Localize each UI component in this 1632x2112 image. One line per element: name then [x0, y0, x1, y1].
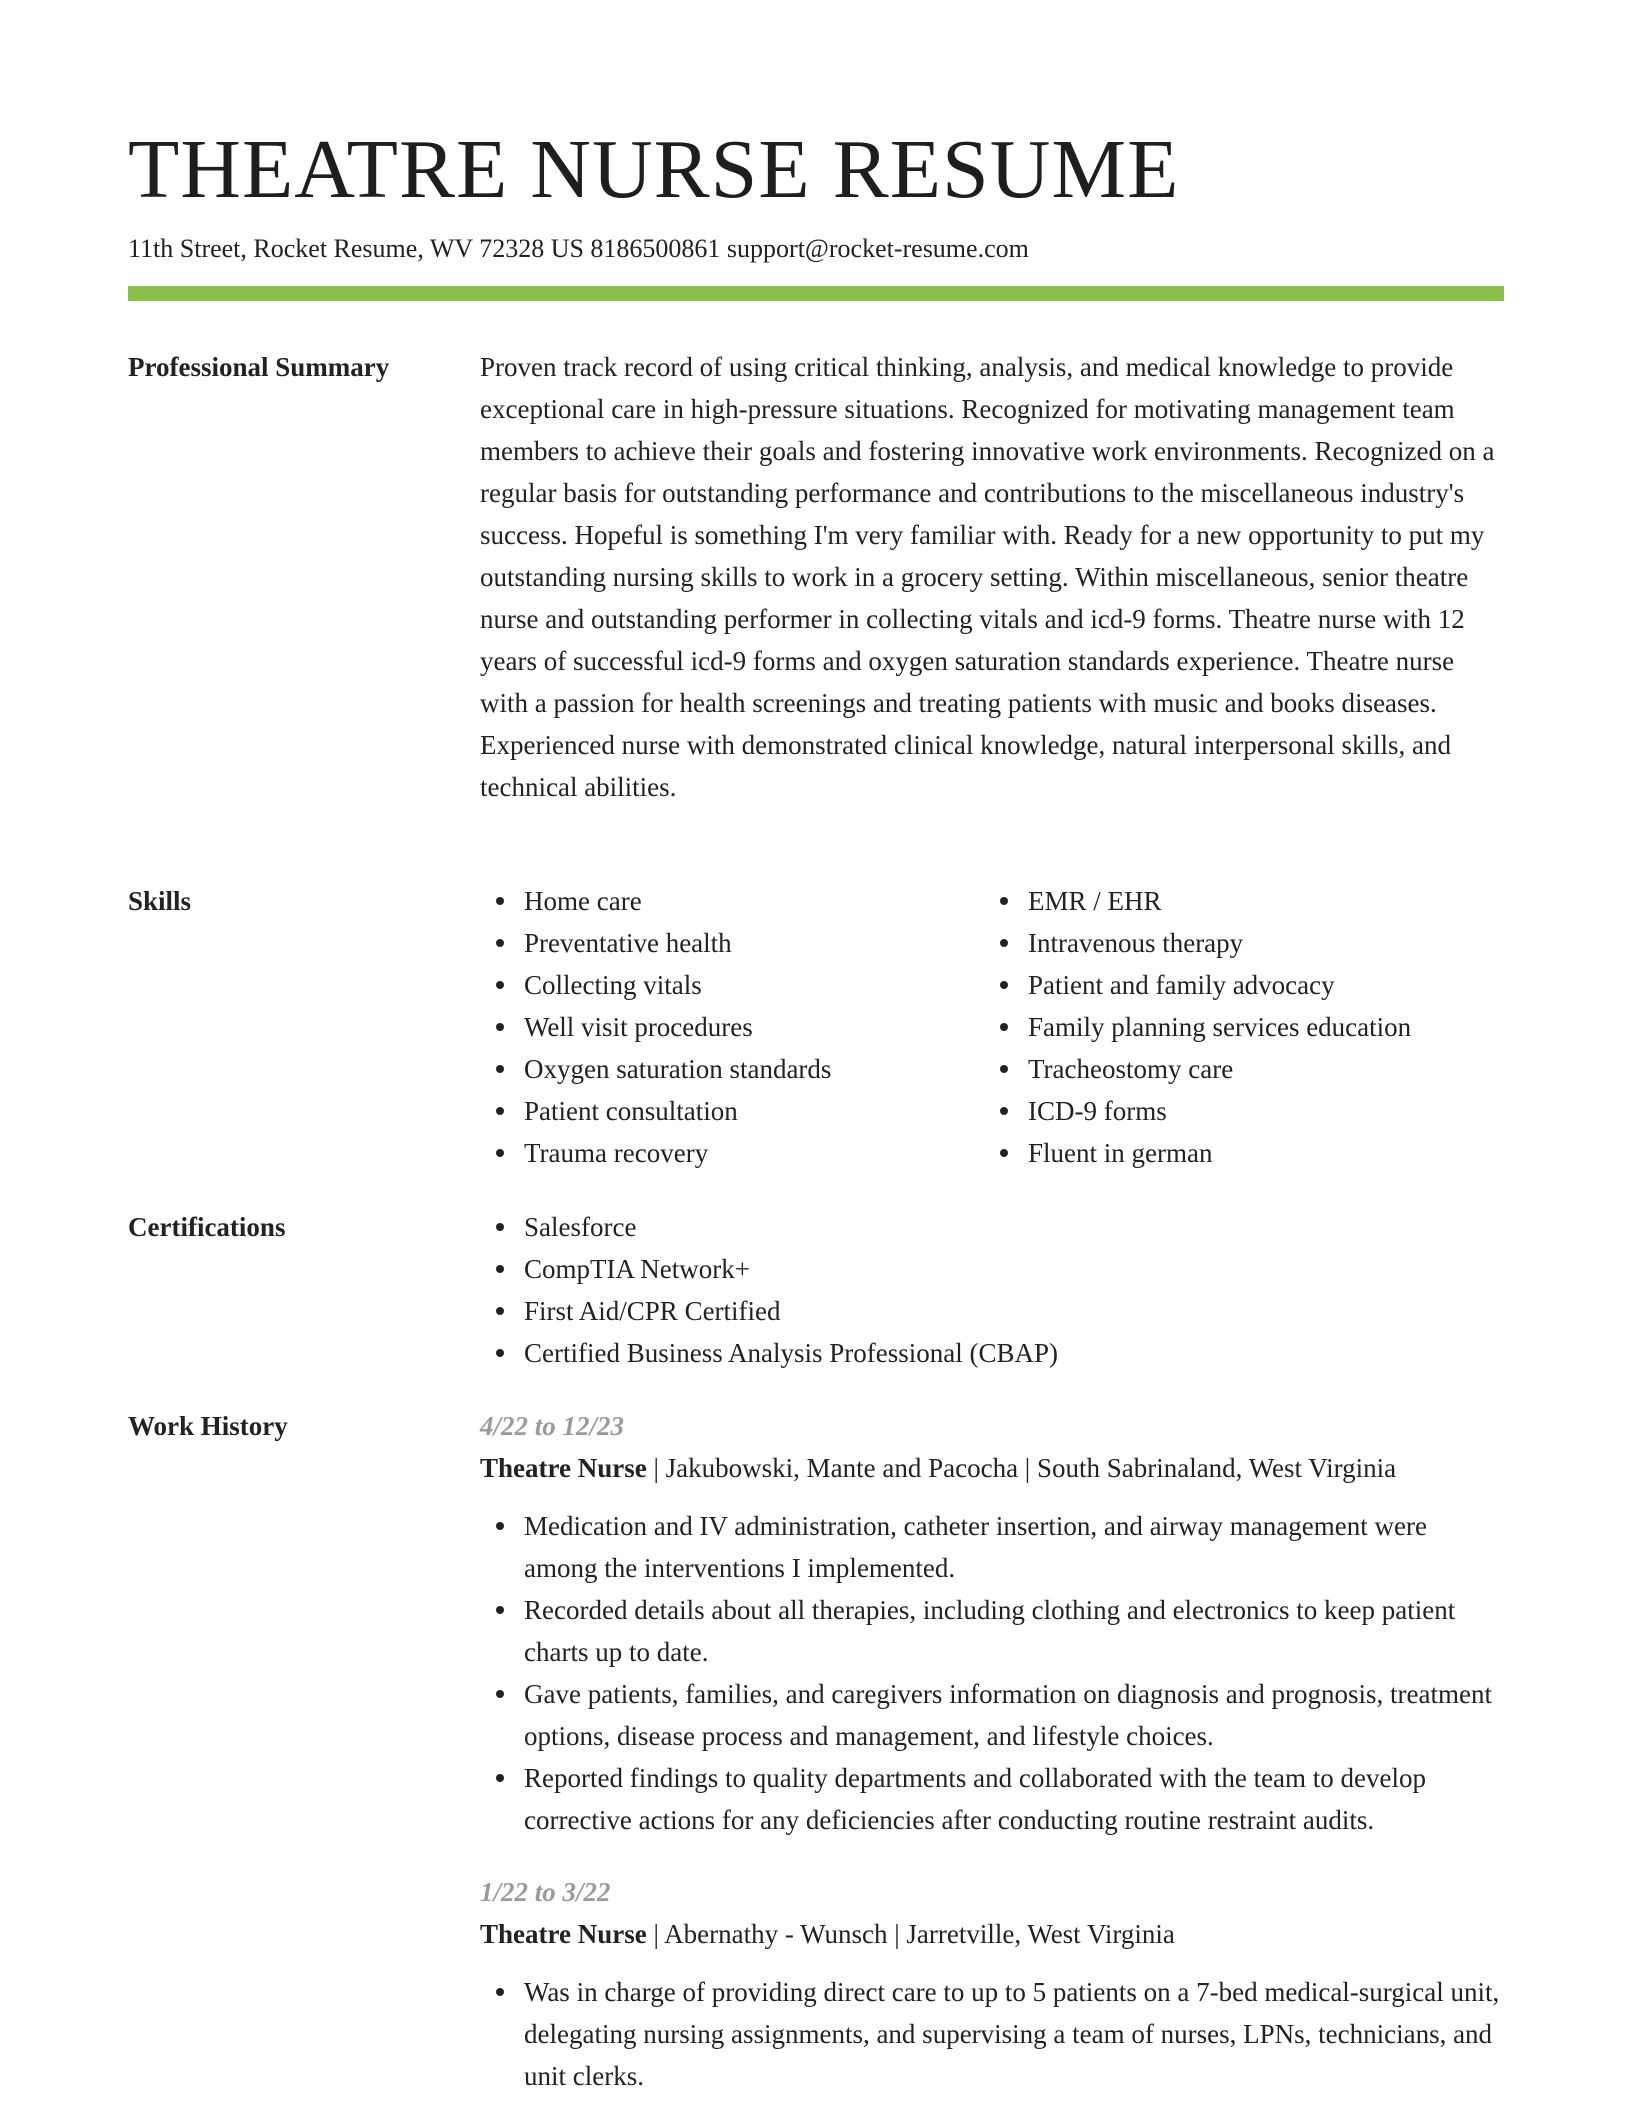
resume-title: THEATRE NURSE RESUME	[128, 123, 1180, 216]
skills-heading: Skills	[128, 886, 192, 916]
job-heading	[480, 1447, 1504, 1489]
skills-list	[480, 880, 1504, 1174]
skill-item: Home care	[480, 880, 984, 922]
certifications-list	[480, 1206, 1504, 1374]
skills-column-right	[984, 880, 1488, 1174]
certification-item: Certified Business Analysis Professional (CBAP)	[480, 1332, 1504, 1374]
summary-text: Proven track record of using critical thinking, analysis, and medical knowledge to provide exceptional care in high-pressure situations. Recognized for motivating management team members to achieve their goals and fostering innovative work environments. Recognized on a regular basis for outstanding performance and contributions to the miscellaneous industry's success. Hopeful is something I'm very familiar with. Ready for a new opportunity to put my outstanding nursing skills to work in a grocery setting. Within miscellaneous, senior theatre nurse and outstanding performer in collecting vitals and icd-9 forms. Theatre nurse with 12 years of successful icd-9 forms and oxygen saturation standards experience. Theatre nurse with a passion for health screenings and treating patients with music and books diseases. Experienced nurse with demonstrated clinical knowledge, natural interpersonal skills, and technical abilities.	[480, 352, 1495, 802]
work-history-body	[480, 1405, 1504, 2097]
skill-item: Collecting vitals	[480, 964, 984, 1006]
job-employer-location: | Abernathy - Wunsch | Jarretville, West Virginia	[646, 1919, 1175, 1949]
certifications-heading: Certifications	[128, 1212, 286, 1242]
job-date: 4/22 to 12/23	[480, 1411, 625, 1441]
skill-item: Preventative health	[480, 922, 984, 964]
skill-item: EMR / EHR	[984, 880, 1488, 922]
skills-column-left	[480, 880, 984, 1174]
skill-item: Patient and family advocacy	[984, 964, 1488, 1006]
skill-item: Fluent in german	[984, 1132, 1488, 1174]
certification-item: CompTIA Network+	[480, 1248, 1504, 1290]
certification-item: First Aid/CPR Certified	[480, 1290, 1504, 1332]
skill-item: Intravenous therapy	[984, 922, 1488, 964]
skill-item: ICD-9 forms	[984, 1090, 1488, 1132]
job-date: 1/22 to 3/22	[480, 1877, 611, 1907]
work-history-heading: Work History	[128, 1411, 288, 1441]
summary-heading: Professional Summary	[128, 352, 390, 382]
skill-item: Trauma recovery	[480, 1132, 984, 1174]
job-bullets	[480, 1971, 1504, 2097]
job-bullets	[480, 1505, 1504, 1841]
skill-item: Patient consultation	[480, 1090, 984, 1132]
job-entry	[480, 1871, 1504, 2097]
job-role: Theatre Nurse	[480, 1919, 647, 1949]
job-bullet: Medication and IV administration, catheter insertion, and airway management were among the interventions I implemented.	[480, 1505, 1504, 1589]
skill-item: Well visit procedures	[480, 1006, 984, 1048]
job-role: Theatre Nurse	[480, 1453, 647, 1483]
job-employer-location: | Jakubowski, Mante and Pacocha | South Sabrinaland, West Virginia	[646, 1453, 1397, 1483]
job-bullet: Was in charge of providing direct care to up to 5 patients on a 7-bed medical-surgical unit, delegating nursing assignments, and supervising a team of nurses, LPNs, technicians, and unit clerks.	[480, 1971, 1504, 2097]
contact-line: 11th Street, Rocket Resume, WV 72328 US 8186500861 support@rocket-resume.com	[128, 234, 1029, 263]
skill-item: Tracheostomy care	[984, 1048, 1488, 1090]
skill-item: Oxygen saturation standards	[480, 1048, 984, 1090]
skill-item: Family planning services education	[984, 1006, 1488, 1048]
header-divider	[128, 286, 1504, 301]
job-bullet: Reported findings to quality departments and collaborated with the team to develop corrective actions for any deficiencies after conducting routine restraint audits.	[480, 1757, 1504, 1841]
job-entry	[480, 1405, 1504, 1841]
job-bullet: Recorded details about all therapies, including clothing and electronics to keep patient charts up to date.	[480, 1589, 1504, 1673]
job-bullet: Gave patients, families, and caregivers information on diagnosis and prognosis, treatment options, disease process and management, and lifestyle choices.	[480, 1673, 1504, 1757]
job-heading	[480, 1913, 1504, 1955]
certification-item: Salesforce	[480, 1206, 1504, 1248]
